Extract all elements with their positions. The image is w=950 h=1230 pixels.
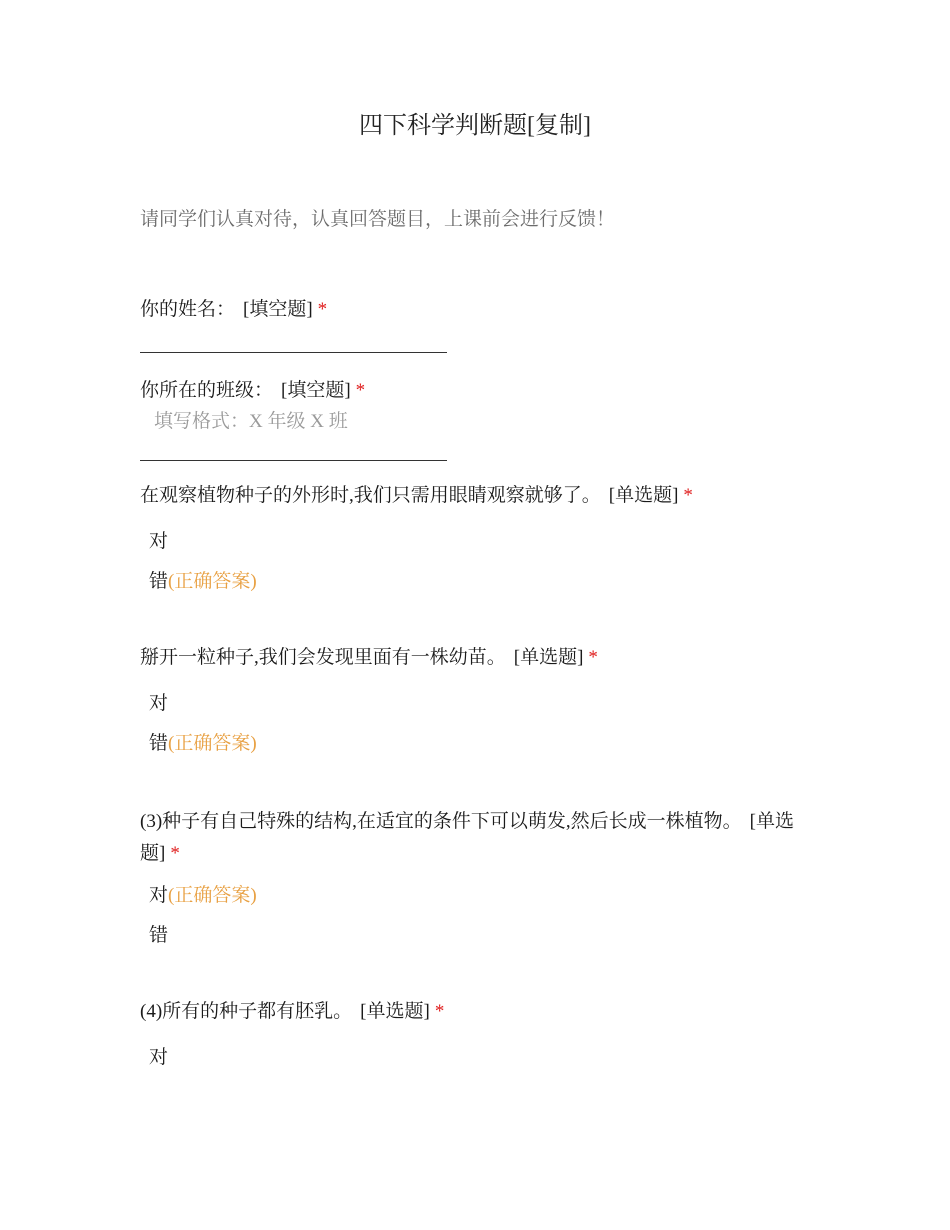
name-answer-line[interactable] (140, 352, 447, 353)
question-type: [单选题] (360, 1001, 430, 1022)
option-label: 对 (149, 1047, 169, 1068)
question-seed-structure (140, 806, 820, 870)
question-text: 在观察植物种子的外形时,我们只需用眼睛观察就够了。 (140, 485, 601, 506)
question-seed-observation (140, 482, 820, 510)
option-true[interactable] (149, 1044, 168, 1072)
option-label: 错 (149, 925, 169, 946)
question-text: 掰开一粒种子,我们会发现里面有一株幼苗。 (140, 647, 506, 668)
question-class (140, 377, 820, 405)
class-answer-line[interactable] (140, 460, 447, 461)
option-label: 对 (149, 693, 169, 714)
question-type: [填空题] (243, 299, 313, 320)
option-false[interactable] (149, 568, 257, 596)
option-label: 对 (149, 885, 169, 906)
question-seed-seedling (140, 644, 820, 672)
option-true[interactable] (149, 882, 257, 910)
class-format-hint: 填写格式：X 年级 X 班 (154, 411, 348, 432)
question-text: (3)种子有自己特殊的结构,在适宜的条件下可以萌发,然后长成一株植物。 (140, 811, 742, 832)
question-endosperm (140, 998, 820, 1026)
option-false[interactable] (149, 922, 168, 950)
question-text: 你的姓名： (140, 299, 236, 320)
option-false[interactable] (149, 730, 257, 758)
option-label: 错 (149, 571, 169, 592)
question-type: [填空题] (281, 380, 351, 401)
survey-title: 四下科学判断题[复制] (359, 113, 591, 139)
required-mark: * (683, 485, 693, 506)
question-type: [单选题] (140, 811, 794, 864)
required-mark: * (355, 380, 366, 401)
survey-description: 请同学们认真对待，认真回答题目，上课前会进行反馈！ (140, 209, 616, 230)
option-label: 对 (149, 531, 169, 552)
correct-answer-mark: (正确答案) (168, 733, 257, 754)
option-true[interactable] (149, 528, 168, 556)
question-type: [单选题] (608, 485, 679, 506)
question-text: (4)所有的种子都有胚乳。 (140, 1001, 353, 1022)
option-label: 错 (149, 733, 169, 754)
option-true[interactable] (149, 690, 168, 718)
required-mark: * (170, 843, 180, 864)
correct-answer-mark: (正确答案) (168, 571, 257, 592)
required-mark: * (434, 1001, 445, 1022)
question-type: [单选题] (513, 647, 584, 668)
correct-answer-mark: (正确答案) (168, 885, 257, 906)
required-mark: * (317, 299, 328, 320)
required-mark: * (588, 647, 598, 668)
question-name (140, 296, 820, 324)
question-text: 你所在的班级： (140, 380, 274, 401)
